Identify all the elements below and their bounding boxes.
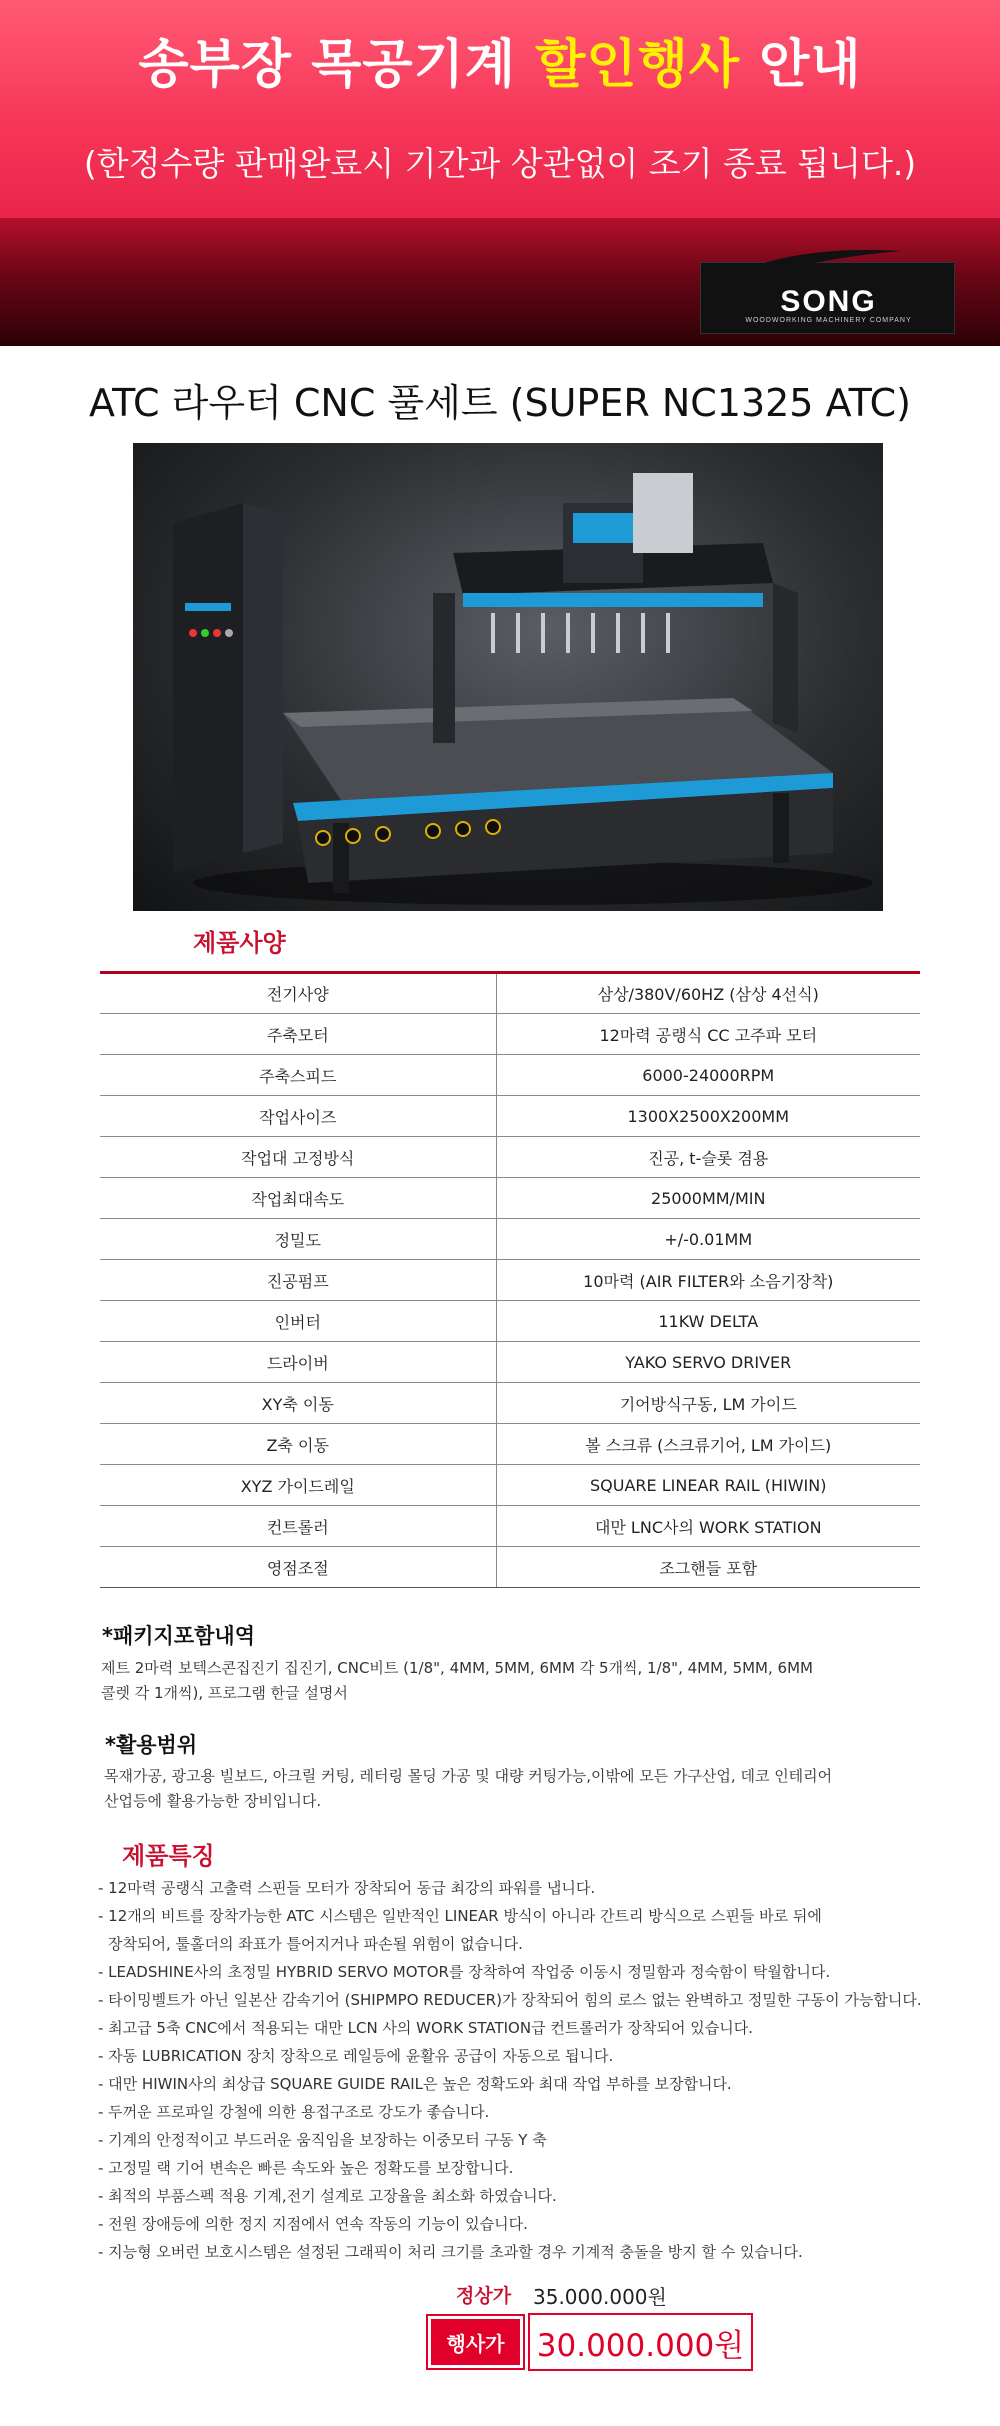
table-row xyxy=(100,1465,920,1506)
list-item: - LEADSHINE사의 초정밀 HYBRID SERVO MOTOR를 장착하여 작업중 이동시 정밀함과 정숙함이 탁월합니다. xyxy=(98,1963,831,1981)
banner-subtitle: (한정수량 판매완료시 기간과 상관없이 조기 종료 됩니다.) xyxy=(83,144,917,183)
spec-key: XYZ 가이드레일 xyxy=(100,1465,496,1506)
specs-title: 제품사양 xyxy=(193,929,286,957)
table-row xyxy=(100,1096,920,1137)
spec-value: 기어방식구동, LM 가이드 xyxy=(496,1383,920,1424)
product-photo xyxy=(133,443,883,911)
spec-value: 진공, t-슬롯 겸용 xyxy=(496,1137,920,1178)
package-line-2: 콜렛 각 1개씩), 프로그램 한글 설명서 xyxy=(101,1684,348,1702)
spec-key: 작업최대속도 xyxy=(100,1178,496,1219)
event-price-value: 30.000.000원 xyxy=(528,2313,753,2371)
usage-line-1: 목재가공, 광고용 빌보드, 아크릴 커팅, 레터링 몰딩 가공 및 대량 커팅가능,이밖에 모든 가구산업, 데코 인테리어 xyxy=(104,1767,833,1785)
spec-value: 삼상/380V/60HZ (삼상 4선식) xyxy=(496,973,920,1014)
list-item: - 타이밍벨트가 아닌 일본산 감속기어 (SHIPMPO REDUCER)가 장착되어 힘의 로스 없는 완벽하고 정밀한 구동이 가능합니다. xyxy=(98,1991,922,2009)
spec-value: 11KW DELTA xyxy=(496,1301,920,1342)
usage-title: *활용범위 xyxy=(105,1733,198,1757)
spec-table xyxy=(100,971,920,1588)
product-title: ATC 라우터 CNC 풀세트 (SUPER NC1325 ATC) xyxy=(89,381,911,425)
usage-line-2: 산업등에 활용가능한 장비입니다. xyxy=(104,1792,322,1810)
brand-subtitle: WOODWORKING MACHINERY COMPANY xyxy=(745,317,912,324)
list-item: - 고정밀 랙 기어 변속은 빠른 속도와 높은 정확도를 보장합니다. xyxy=(98,2159,514,2177)
table-row xyxy=(100,1342,920,1383)
list-item: 장착되어, 툴홀더의 좌표가 틀어지거나 파손될 위험이 없습니다. xyxy=(108,1935,523,1953)
banner-title-post: 안내 xyxy=(740,35,862,95)
list-item: - 자동 LUBRICATION 장치 장착으로 레일등에 윤활유 공급이 자동으로 됩니다. xyxy=(98,2047,614,2065)
spec-key: 전기사양 xyxy=(100,973,496,1014)
spec-key: 작업사이즈 xyxy=(100,1096,496,1137)
list-item: - 대만 HIWIN사의 최상급 SQUARE GUIDE RAIL은 높은 정확도와 최대 작업 부하를 보장합니다. xyxy=(98,2075,732,2093)
table-row xyxy=(100,1055,920,1096)
spec-value: 조그핸들 포함 xyxy=(496,1547,920,1588)
spec-key: 주축모터 xyxy=(100,1014,496,1055)
spec-key: 드라이버 xyxy=(100,1342,496,1383)
list-item: - 최적의 부품스펙 적용 기계,전기 설계로 고장율을 최소화 하였습니다. xyxy=(98,2187,557,2205)
list-item: - 전원 장애등에 의한 정지 지점에서 연속 작동의 기능이 있습니다. xyxy=(98,2215,528,2233)
cnc-router-machine-icon xyxy=(133,443,883,911)
list-item: - 지능형 오버런 보호시스템은 설정된 그래픽이 처리 크기를 초과할 경우 기계적 충돌을 방지 할 수 있습니다. xyxy=(98,2243,803,2261)
spec-value: YAKO SERVO DRIVER xyxy=(496,1342,920,1383)
spec-key: 영점조절 xyxy=(100,1547,496,1588)
spec-key: XY축 이동 xyxy=(100,1383,496,1424)
promo-banner xyxy=(0,0,1000,218)
table-row xyxy=(100,1178,920,1219)
table-row xyxy=(100,1506,920,1547)
list-item: - 최고급 5축 CNC에서 적용되는 대만 LCN 사의 WORK STATION급 컨트롤러가 장착되어 있습니다. xyxy=(98,2019,754,2037)
list-item: - 12마력 공랭식 고출력 스핀들 모터가 장착되어 동급 최강의 파워를 냅니다. xyxy=(98,1879,596,1897)
table-row xyxy=(100,1301,920,1342)
spec-key: 주축스피드 xyxy=(100,1055,496,1096)
spec-key: Z축 이동 xyxy=(100,1424,496,1465)
table-row xyxy=(100,1424,920,1465)
table-row xyxy=(100,1014,920,1055)
table-row xyxy=(100,973,920,1014)
list-item: - 기계의 안정적이고 부드러운 움직임을 보장하는 이중모터 구동 Y 축 xyxy=(98,2131,547,2149)
table-row xyxy=(100,1260,920,1301)
spec-value: 대만 LNC사의 WORK STATION xyxy=(496,1506,920,1547)
normal-price-label: 정상가 xyxy=(456,2285,512,2307)
spec-value: 10마력 (AIR FILTER와 소음기장착) xyxy=(496,1260,920,1301)
table-row xyxy=(100,1137,920,1178)
list-item: - 12개의 비트를 장착가능한 ATC 시스템은 일반적인 LINEAR 방식이 아니라 간트리 방식으로 스핀들 바로 뒤에 xyxy=(98,1907,822,1925)
table-row xyxy=(100,1219,920,1260)
spec-value: 볼 스크류 (스크류기어, LM 가이드) xyxy=(496,1424,920,1465)
swoosh-icon xyxy=(701,245,956,285)
spec-key: 작업대 고정방식 xyxy=(100,1137,496,1178)
banner-title-pre: 송부장 목공기계 xyxy=(138,35,536,95)
spec-value: 25000MM/MIN xyxy=(496,1178,920,1219)
table-row xyxy=(100,1547,920,1588)
normal-price-value: 35.000.000원 xyxy=(533,2285,667,2309)
package-line-1: 제트 2마력 보텍스콘집진기 집진기, CNC비트 (1/8", 4MM, 5MM, 6MM 각 5개씩, 1/8", 4MM, 5MM, 6MM xyxy=(101,1659,813,1677)
spec-key: 인버터 xyxy=(100,1301,496,1342)
brand-name: SONG xyxy=(780,285,877,318)
brand-logo xyxy=(700,262,955,334)
event-price-label: 행사가 xyxy=(428,2316,523,2368)
package-title: *패키지포함내역 xyxy=(102,1624,255,1648)
features-title: 제품특징 xyxy=(122,1842,215,1870)
spec-value: 6000-24000RPM xyxy=(496,1055,920,1096)
spec-key: 컨트롤러 xyxy=(100,1506,496,1547)
spec-value: +/-0.01MM xyxy=(496,1219,920,1260)
spec-value: 1300X2500X200MM xyxy=(496,1096,920,1137)
banner-title-highlight: 할인행사 xyxy=(535,35,741,95)
spec-key: 정밀도 xyxy=(100,1219,496,1260)
spec-value: 12마력 공랭식 CC 고주파 모터 xyxy=(496,1014,920,1055)
banner-title xyxy=(0,22,1000,97)
features-list xyxy=(98,1874,978,2266)
table-row xyxy=(100,1383,920,1424)
list-item: - 두꺼운 프로파일 강철에 의한 용접구조로 강도가 좋습니다. xyxy=(98,2103,490,2121)
spec-key: 진공펌프 xyxy=(100,1260,496,1301)
spec-value: SQUARE LINEAR RAIL (HIWIN) xyxy=(496,1465,920,1506)
